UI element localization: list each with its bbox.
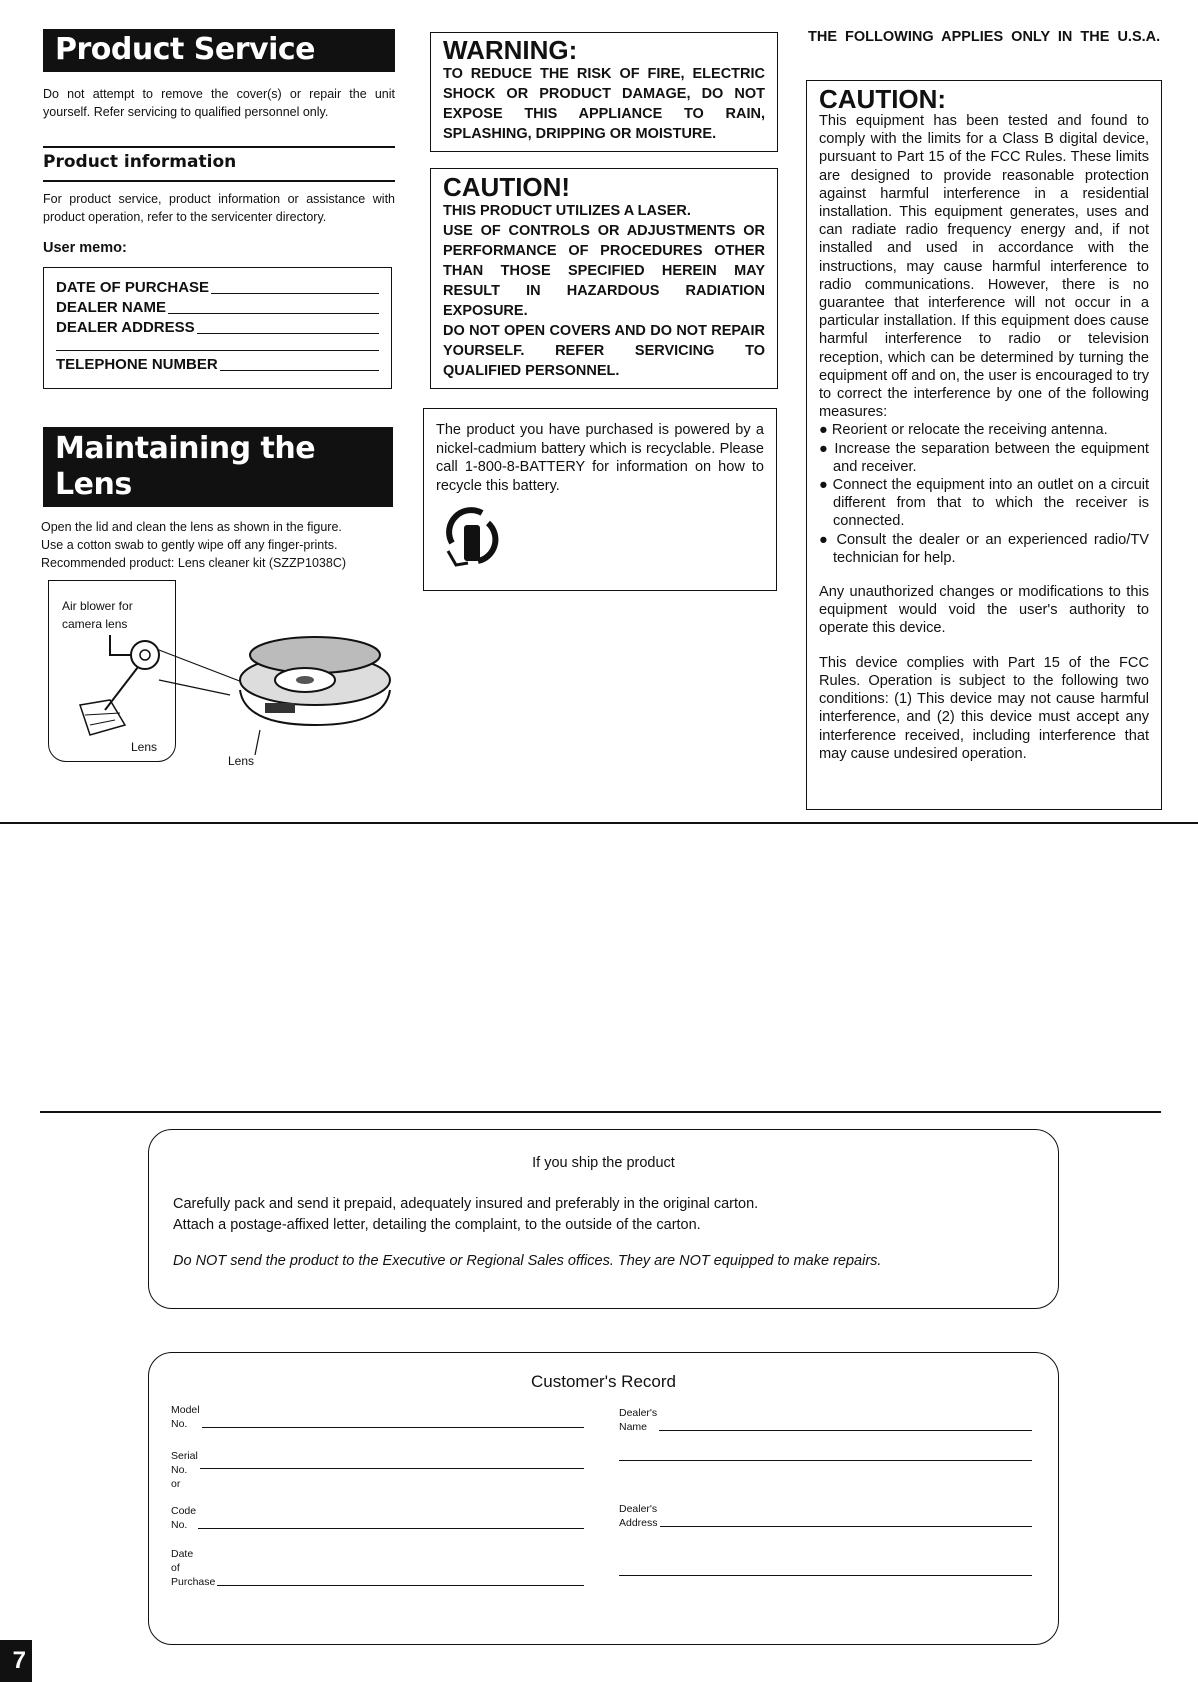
measure-text: Reorient or relocate the receiving antenna.	[831, 422, 1108, 439]
banner-line: Maintaining the	[55, 431, 316, 466]
fcc-paragraph: Any unauthorized changes or modifications to this equipment would void the user's authority to operate this device.	[819, 584, 1149, 637]
field-label: Dealer's	[619, 1503, 658, 1515]
field-label: Purchase	[171, 1576, 216, 1588]
field-label: or	[171, 1478, 181, 1490]
code-number-field[interactable]	[171, 1504, 584, 1532]
laser-caution-heading: CAUTION!	[443, 172, 571, 202]
battery-text: The product you have purchased is powered by a nickel-cadmium battery which is recyclable. Please call 1-800-8-BATTERY for information on how to recycle this battery.	[436, 422, 764, 494]
figure-label-inset: Lens	[131, 740, 158, 754]
lens-text-line: Open the lid and clean the lens as shown in the figure.	[41, 520, 342, 534]
shipping-note: Do NOT send the product to the Executive or Regional Sales offices. They are NOT equipped to make repairs.	[173, 1253, 882, 1269]
product-service-banner: Product Service	[43, 29, 395, 72]
dealer-address-field[interactable]	[619, 1502, 1032, 1530]
field-label: Code	[171, 1505, 197, 1517]
warning-text: TO REDUCE THE RISK OF FIRE, ELECTRIC SHOCK OR PRODUCT DAMAGE, DO NOT EXPOSE THIS APPLIANCE TO RAIN, SPLASHING, DRIPPING OR MOISTURE.	[443, 66, 765, 142]
warning-box	[430, 32, 778, 152]
shipping-text	[173, 1194, 881, 1272]
laser-caution-line: THIS PRODUCT UTILIZES A LASER.	[443, 203, 691, 219]
divider	[43, 146, 395, 148]
fcc-measure: ● Reorient or relocate the receiving antenna.	[819, 422, 1108, 439]
memo-field	[56, 318, 379, 338]
measure-text: Increase the separation between the equipment and receiver.	[833, 440, 1149, 475]
memo-field	[56, 278, 379, 298]
serial-number-field[interactable]	[171, 1449, 584, 1491]
field-label: Dealer's	[619, 1407, 658, 1419]
fcc-measure: ● Increase the separation between the equipment and receiver.	[819, 440, 1149, 475]
lens-text-line: Recommended product: Lens cleaner kit (SZZP1038C)	[41, 556, 347, 570]
dealer-address-line2[interactable]	[619, 1575, 1032, 1579]
laser-caution-line: USE OF CONTROLS OR ADJUSTMENTS OR PERFORMANCE OF PROCEDURES OTHER THAN THOSE SPECIFIED HEREIN MAY RESULT IN HAZARDOUS RADIATION EXPOSURE.	[443, 223, 765, 319]
shipping-line: Attach a postage-affixed letter, detailing the complaint, to the outside of the carton.	[173, 1217, 701, 1233]
dealer-name-field[interactable]	[619, 1406, 1032, 1434]
fcc-applies-note: THE FOLLOWING APPLIES ONLY IN THE U.S.A.	[808, 29, 1161, 45]
maintaining-lens-banner	[43, 427, 393, 507]
measure-text: Consult the dealer or an experienced radio/TV technician for help.	[833, 531, 1149, 566]
model-number-field[interactable]	[171, 1403, 584, 1431]
product-service-intro: Do not attempt to remove the cover(s) or repair the unit yourself. Refer servicing to qualified personnel only.	[43, 87, 395, 119]
product-info-heading: Product information	[43, 152, 237, 172]
shipping-line: Carefully pack and send it prepaid, adequately insured and preferably in the original carton.	[173, 1196, 759, 1212]
measure-text: Connect the equipment into an outlet on a circuit different from that to which the receiver is connected.	[832, 477, 1149, 530]
field-label: of	[171, 1562, 180, 1574]
field-label: Model	[171, 1404, 200, 1416]
field-label: No.	[171, 1418, 188, 1430]
memo-field-label: DATE OF PURCHASE	[56, 279, 210, 296]
user-memo-box	[43, 267, 392, 389]
figure-callout: Air blower for camera lens	[62, 599, 133, 631]
fcc-measure: ● Consult the dealer or an experienced radio/TV technician for help.	[819, 531, 1149, 566]
memo-field-label: TELEPHONE NUMBER	[56, 356, 218, 373]
field-label: Name	[619, 1421, 648, 1433]
dealer-name-line2[interactable]	[619, 1460, 1032, 1464]
date-of-purchase-field[interactable]	[171, 1547, 584, 1589]
fcc-measure: ● Connect the equipment into an outlet on a circuit different from that to which the receiver is connected.	[819, 477, 1149, 530]
fcc-paragraph: This device complies with Part 15 of the FCC Rules. Operation is subject to the following two conditions: (1) This device may not cause harmful interference, and (2) this device must accept any interference received, including interference that may cause undesired operation.	[819, 654, 1149, 762]
customer-record-title: Customer's Record	[531, 1372, 676, 1391]
field-label: No.	[171, 1519, 188, 1531]
lens-text	[41, 518, 401, 572]
page-number: 7	[0, 1640, 32, 1682]
fcc-caution-heading: CAUTION:	[819, 84, 947, 114]
section-divider	[40, 1111, 1161, 1113]
lens-text-line: Use a cotton swab to gently wipe off any finger-prints.	[41, 538, 338, 552]
laser-caution-line: DO NOT OPEN COVERS AND DO NOT REPAIR YOURSELF. REFER SERVICING TO QUALIFIED PERSONNEL.	[443, 323, 765, 379]
figure-label-main: Lens	[228, 754, 255, 768]
section-divider	[0, 822, 1198, 824]
customer-record-box	[148, 1352, 1059, 1645]
field-label: No.	[171, 1464, 188, 1476]
memo-field-label: DEALER NAME	[56, 299, 167, 316]
product-info-text: For product service, product information or assistance with product operation, refer to the servicenter directory.	[43, 192, 395, 224]
user-memo-label: User memo:	[43, 240, 127, 256]
banner-line: Lens	[55, 467, 132, 502]
fcc-caution-box	[806, 80, 1162, 810]
memo-field-label: DEALER ADDRESS	[56, 319, 195, 336]
battery-box	[423, 408, 777, 591]
shipping-title: If you ship the product	[532, 1155, 675, 1171]
memo-field	[56, 355, 379, 375]
cd-player-illustration	[60, 625, 400, 755]
fcc-paragraph: This equipment has been tested and found to comply with the limits for a Class B digital device, pursuant to Part 15 of the FCC Rules. These limits are designed to provide reasonable protection against harmful interference in a residential installation. This equipment generates, uses and can radiate radio frequency energy and, if not installed and used in accordance with the instructions, may cause harmful interference to radio communications. However, there is no guarantee that interference will not occur in a particular installation. If this equipment does cause harmful interference to radio or television reception, which can be determined by turning the equipment off and on, the user is encouraged to try to correct the interference by one of the following measures:	[819, 113, 1149, 421]
warning-heading: WARNING:	[443, 35, 578, 65]
divider	[43, 180, 395, 182]
memo-field	[56, 298, 379, 318]
rbrc-recycle-logo	[442, 503, 502, 573]
field-label: Date	[171, 1548, 194, 1560]
field-label: Address	[619, 1517, 658, 1529]
field-label: Serial	[171, 1450, 198, 1462]
laser-caution-box	[430, 168, 778, 389]
